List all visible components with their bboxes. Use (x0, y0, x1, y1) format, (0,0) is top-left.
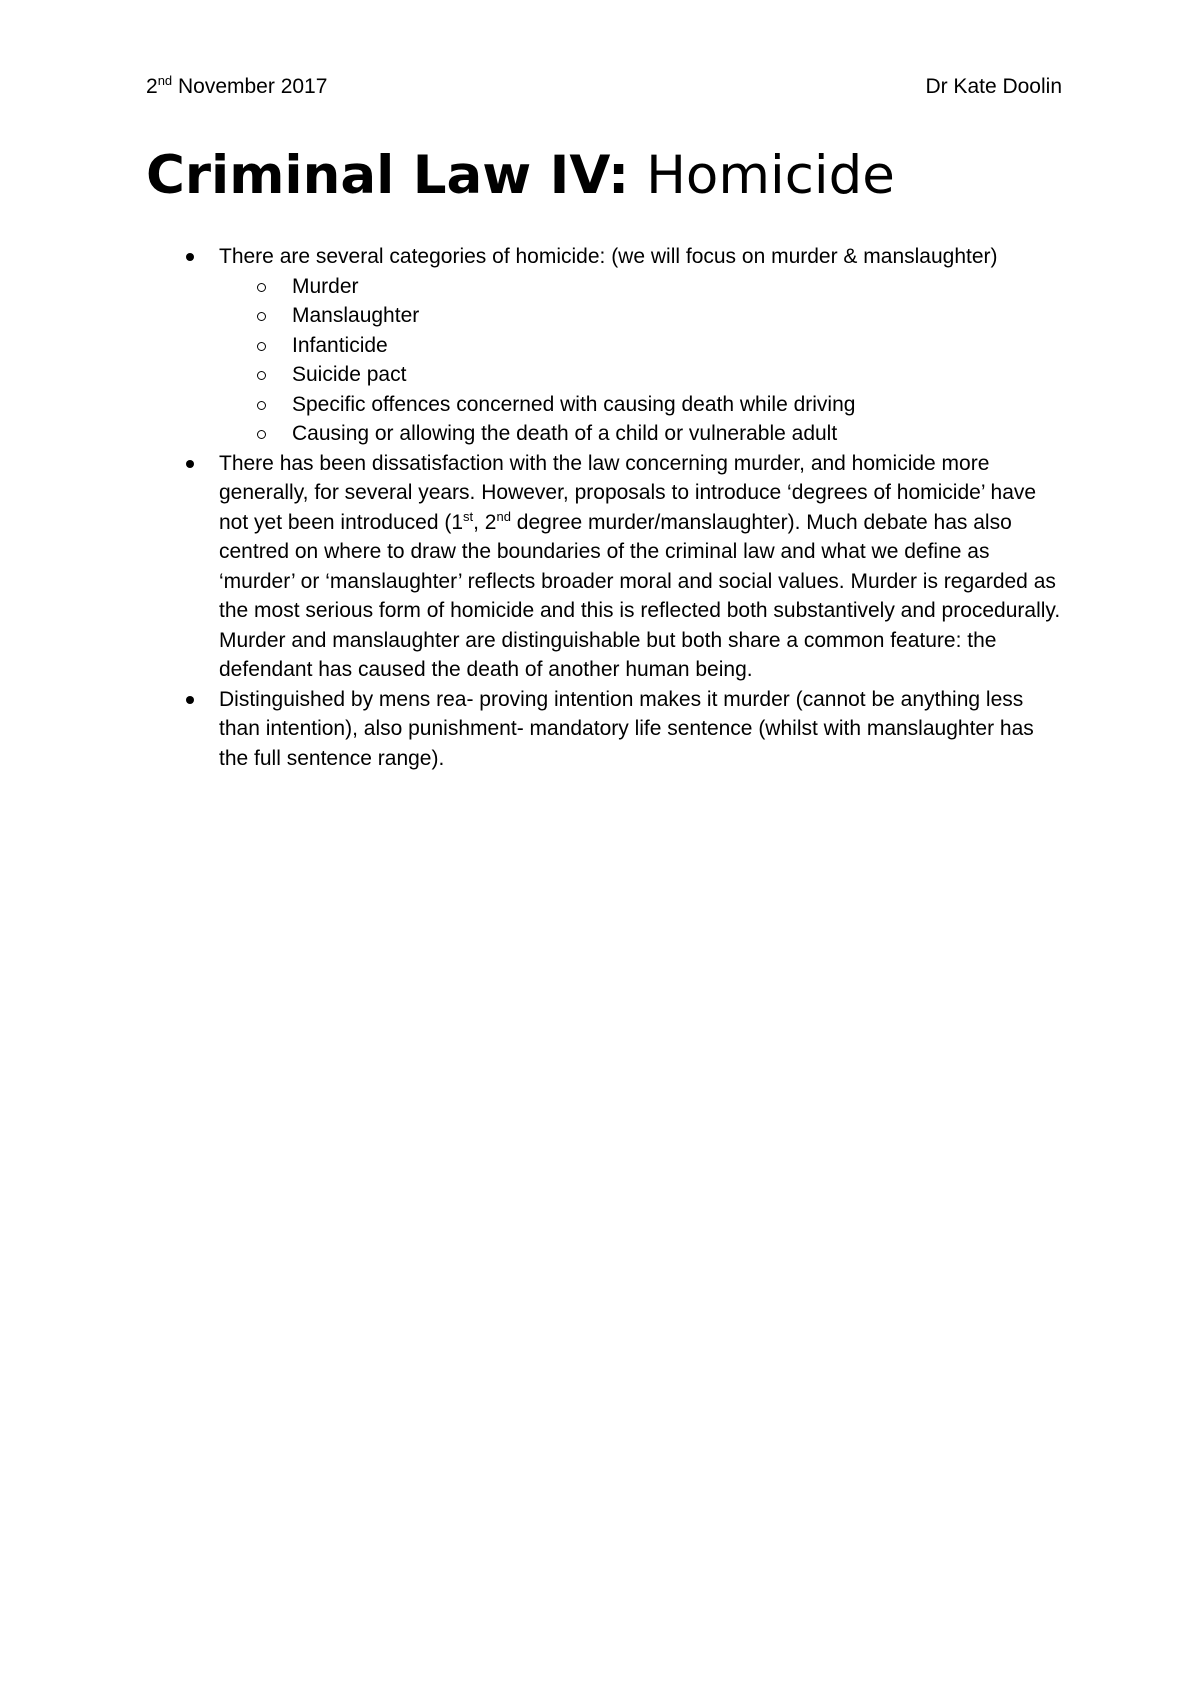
sub-bullet-item: Infanticide (219, 331, 1062, 361)
title-bold-part: Criminal Law IV: (146, 145, 630, 206)
sub-bullet-list (219, 272, 1062, 449)
page-title (146, 140, 1062, 212)
sub-bullet-item: Specific offences concerned with causing death while driving (219, 390, 1062, 420)
main-bullet-list (146, 242, 1062, 773)
bullet-text: Distinguished by mens rea- proving intention makes it murder (cannot be anything less than intention), also punishment- mandatory life sentence (whilst with manslaughter has the full sentence range). (219, 687, 1034, 770)
date-ordinal-suffix: nd (157, 73, 173, 88)
bullet-text (219, 449, 1062, 685)
bullet-item-dissatisfaction (146, 449, 1062, 685)
ordinal-suffix: nd (496, 508, 511, 524)
bullet-text-part: , 2 (473, 510, 497, 534)
ordinal-suffix: st (463, 508, 474, 524)
bullet-item-mens-rea (146, 685, 1062, 774)
sub-bullet-item: Murder (219, 272, 1062, 302)
bullet-item-categories (146, 242, 1062, 449)
header-date (146, 72, 327, 102)
date-day: 2 (146, 75, 158, 98)
document-body (146, 242, 1062, 773)
sub-bullet-item: Causing or allowing the death of a child or vulnerable adult (219, 419, 1062, 449)
header-author: Dr Kate Doolin (925, 75, 1062, 98)
page-header (146, 72, 1062, 102)
date-month-year: November 2017 (172, 75, 328, 98)
title-rest: Homicide (629, 145, 895, 206)
sub-bullet-item: Manslaughter (219, 301, 1062, 331)
bullet-text-part: degree murder/manslaughter). Much debate has also centred on where to draw the boundaries of the criminal law and what we define as ‘murder’ or ‘manslaughter’ reflects broader moral and social values. Murder is regarded as the most serious form of homicide and this is reflected both substantively and procedurally. Murder and manslaughter are distinguishable but both share a common feature: the defendant has caused the death of another human being. (219, 510, 1061, 681)
bullet-text-part: There has been dissatisfaction with the law concerning murder, and homicide more generally, for several years. However, proposals to introduce ‘degrees of homicide’ have not yet been introduced (1 (219, 451, 1037, 534)
bullet-text: There are several categories of homicide: (we will focus on murder & manslaughter) (219, 245, 998, 268)
sub-bullet-item: Suicide pact (219, 360, 1062, 390)
